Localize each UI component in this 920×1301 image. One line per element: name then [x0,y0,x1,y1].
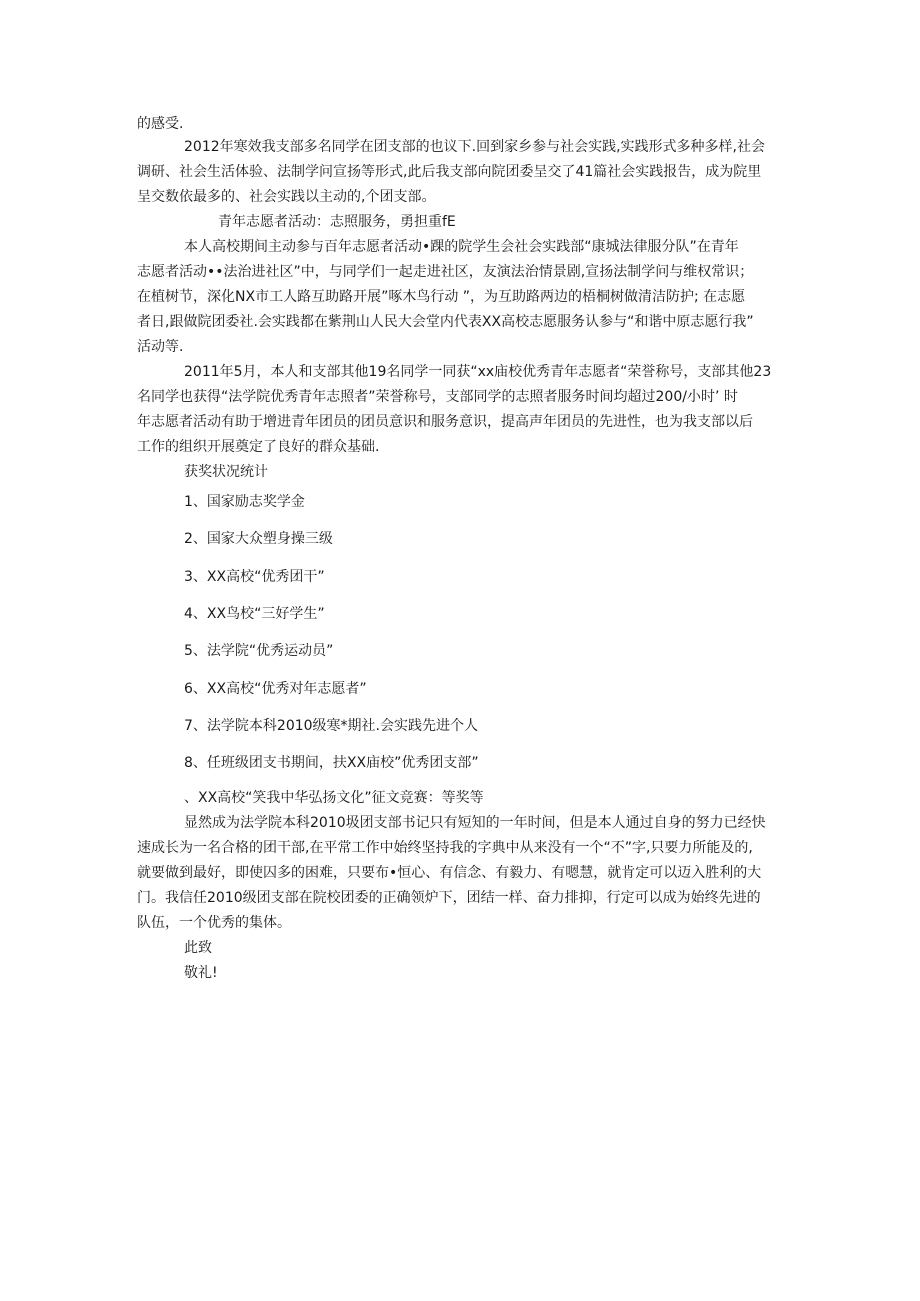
award-item-6: 6、XX高校“优秀对年志愿者” [184,681,367,697]
closing-paragraph-line-3: 就要做到最好，即使囚多的困难，只要布•恒心、有信念、有毅力、有嗯慧，就肯定可以迈入胜利的大 [137,865,762,881]
volunteer-paragraph-line-2: 志愿者活动••法治进社区”中，与同学们一起走进社区，友演法治情景剧,宣扬法制学问与维权常识； [137,264,754,280]
winter-paragraph-line-1: 2012年寒效我支部多名同学在团支部的也议下.回到家乡参与社会实践,实践形式多种多样,社会 [184,139,765,155]
intro-tail: 的感受. [137,116,184,132]
award-item-5: 5、法学院“优秀运动员” [184,643,334,659]
award-item-1: 1、国家励志奖学金 [184,494,305,510]
volunteer-heading: 青年志愿者活动：志照服务，勇担重fE [218,214,456,230]
awards-title: 获奖状况统计 [184,464,268,480]
award-item-3: 3、XX高校“优秀团干” [184,569,325,585]
award-item-4: 4、XX鸟校“三好学生” [184,606,325,622]
essay-award: 、XX高校“笑我中华弘扬文化”征文竞赛：等奖等 [184,790,484,806]
honor-paragraph-line-3: 年志愿者活动有助于增进青年团员的团员意识和服务意识，提高声年团员的先进性，也为我支部以后 [137,414,753,430]
award-item-8: 8、任班级团支书期间，扶XX庙校”优秀团支部” [184,755,479,771]
volunteer-paragraph-line-3: 在植树节，深化NX市工人路互助路开展”啄木鸟行动 ”，为互助路两边的梧桐树做清洁防护; 在志愿 [137,289,746,305]
honor-paragraph-line-2: 名同学也获得“法学院优秀青年志照者”荣誉称号，支部同学的志照者服务时间均超过200/小时’ 时 [137,389,738,405]
volunteer-paragraph-line-5: 活动等. [137,339,184,355]
award-item-2: 2、国家大众塑身操三级 [184,531,333,547]
closing-paragraph-line-5: 队伍，一个优秀的集体。 [137,915,291,931]
winter-paragraph-line-2: 调研、社会生活体验、法制学问宣扬等形式,此后我支部向院团委呈交了41篇社会实践报告，成为院里 [137,164,762,180]
volunteer-paragraph-line-1: 本人高校期间主动参与百年志愿者活动•踝的院学生会社会实践部“康城法律服分队”在青年 [184,239,739,255]
regards: 敬礼! [184,965,218,981]
winter-paragraph-line-3: 呈交数依最多的、社会实践以主动的,个团支部。 [137,189,436,205]
closing-paragraph-line-1: 显然成为法学院本科2010圾团支部书记只有短知的一年时间，但是本人通过自身的努力已经快 [184,815,766,831]
honor-paragraph-line-1: 2011年5月，本人和支部其他19名同学一同获“xx庙校优秀青年志愿者“荣誉称号，支部其他23 [184,364,772,380]
volunteer-paragraph-line-4: 者日,跟做院团委社.会实践都在紫荆山人民大会堂内代表XX高校志愿服务认参与“和谐中原志愿行我” [137,314,754,330]
closing-paragraph-line-4: 门。我信任2010级团支部在院校团委的正确领炉下，团结一样、奋力排抑，行定可以成为始终先进的 [137,890,761,906]
honor-paragraph-line-4: 工作的组织开展奠定了良好的群众基础. [137,439,380,455]
award-item-7: 7、法学院本科2010级寒*期社.会实践先进个人 [184,718,478,734]
closing-paragraph-line-2: 速成长为一名合格的团干部,在平常工作中始终坚持我的字典中从来没有一个“不”字,只要力所能及的, [137,840,753,856]
salutation: 此致 [184,940,212,956]
